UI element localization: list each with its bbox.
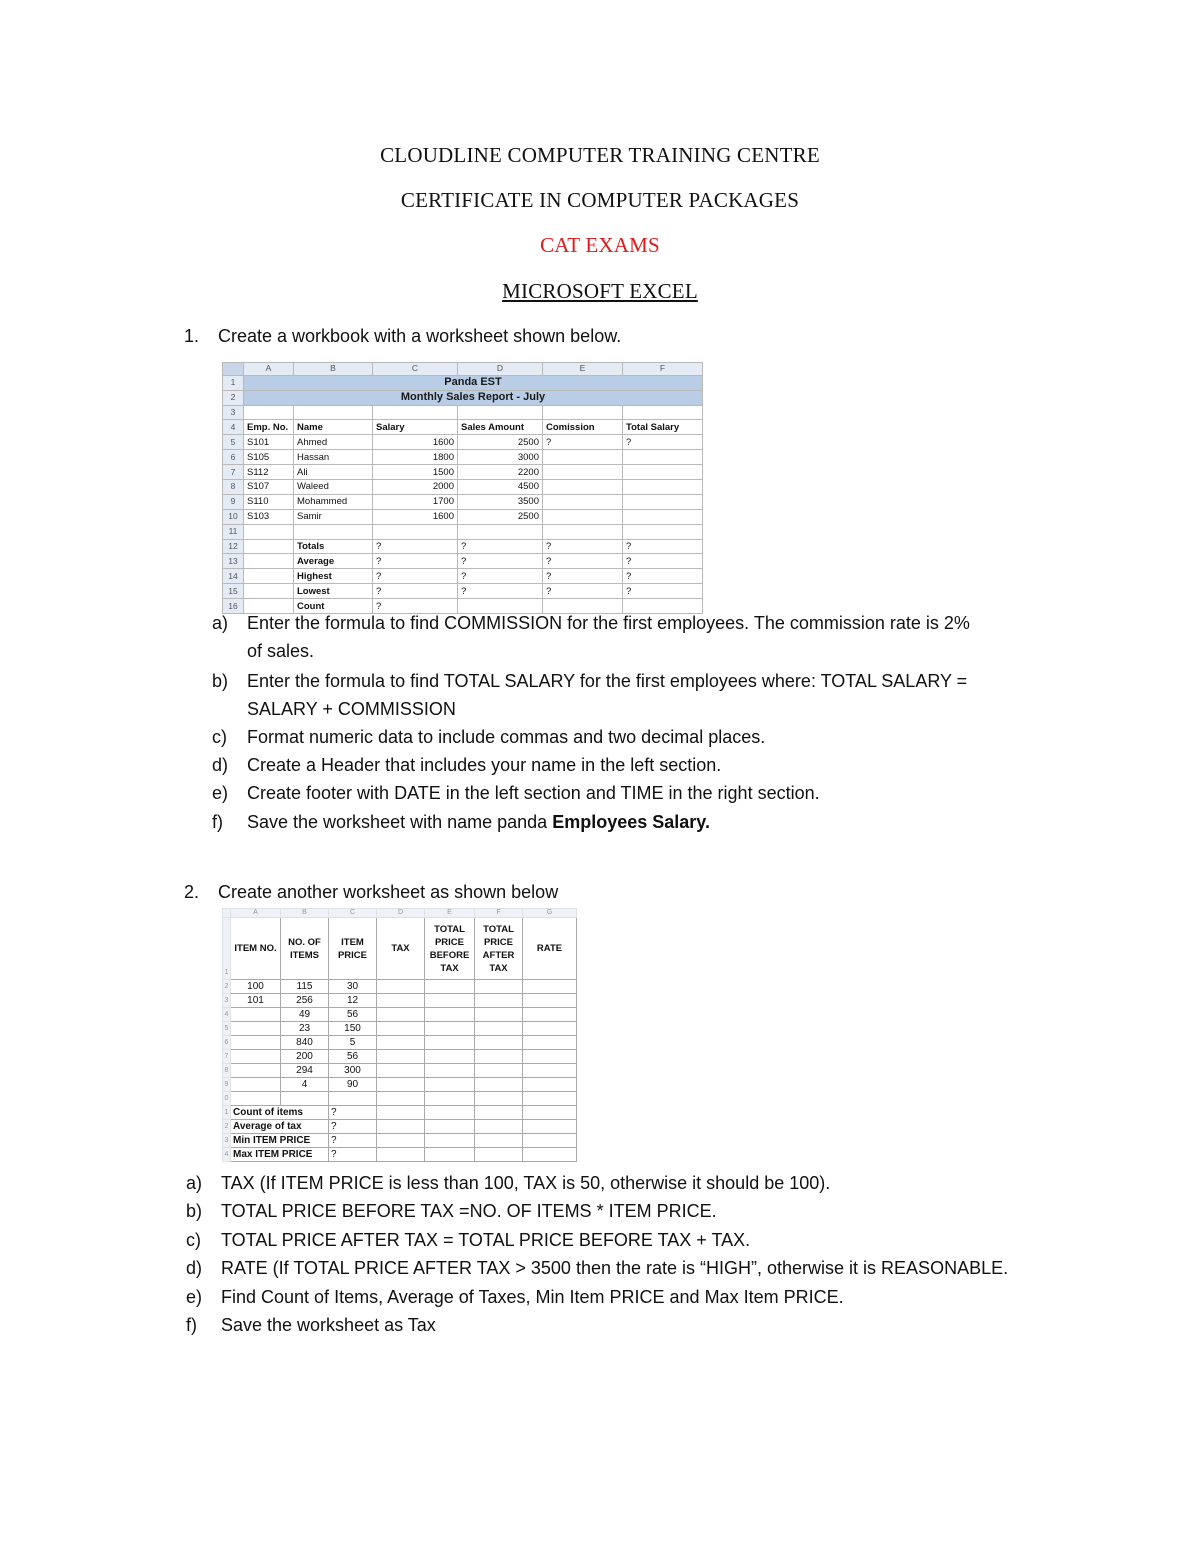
sub-question (186, 1283, 1060, 1311)
table-cell: ? (329, 1134, 377, 1148)
table-cell: ? (373, 539, 458, 554)
table-row (223, 509, 703, 524)
summary-label: Totals (294, 539, 373, 554)
row-header: 1 (223, 918, 231, 980)
table-cell (425, 994, 475, 1008)
table-cell: ? (329, 1106, 377, 1120)
table-cell: 1800 (373, 450, 458, 465)
table-cell: 3000 (458, 450, 543, 465)
table-cell: 101 (231, 994, 281, 1008)
table-cell: 12 (329, 994, 377, 1008)
summary-label: Max ITEM PRICE (231, 1148, 329, 1162)
table-cell (425, 1106, 475, 1120)
sub-question-label: f) (186, 1315, 197, 1335)
summary-row (223, 1106, 577, 1120)
table-cell: 2500 (458, 509, 543, 524)
sub-question (186, 1226, 1060, 1254)
table-cell (623, 450, 703, 465)
row-header: 2 (223, 980, 231, 994)
row-header: 2 (223, 390, 244, 405)
column-label: Total Salary (623, 420, 703, 435)
sub-question-text: Create a Header that includes your name in the left section. (247, 755, 722, 775)
row-header: 3 (223, 405, 244, 420)
table-cell (377, 1036, 425, 1050)
column-label: RATE (523, 918, 577, 980)
col-header: E (543, 363, 623, 376)
table-cell: ? (623, 435, 703, 450)
table-cell: 4500 (458, 479, 543, 494)
col-header: B (281, 909, 329, 918)
col-header: C (373, 363, 458, 376)
col-header: C (329, 909, 377, 918)
subject-title: MICROSOFT EXCEL (502, 279, 698, 303)
question-text: Create a workbook with a worksheet shown below. (218, 326, 622, 346)
table-cell (523, 1022, 577, 1036)
table-cell: 115 (281, 980, 329, 994)
summary-label: Count of items (231, 1106, 329, 1120)
table-cell: 2500 (458, 435, 543, 450)
table-cell: ? (623, 539, 703, 554)
table-cell (425, 1148, 475, 1162)
table-cell: S110 (244, 494, 294, 509)
sub-question-text: TAX (If ITEM PRICE is less than 100, TAX is 50, otherwise it should be 100). (221, 1173, 831, 1193)
table-cell: ? (329, 1120, 377, 1134)
sub-question-label: c) (212, 727, 227, 747)
table-cell (377, 980, 425, 994)
col-header: B (294, 363, 373, 376)
table-cell (425, 1050, 475, 1064)
table-cell (523, 1036, 577, 1050)
row-header: 0 (223, 1092, 231, 1106)
sub-question-label: d) (186, 1258, 203, 1278)
table-cell (543, 494, 623, 509)
table-cell: S105 (244, 450, 294, 465)
table-cell: ? (543, 539, 623, 554)
row-header: 4 (223, 1008, 231, 1022)
column-label: Salary (373, 420, 458, 435)
sub-question-text: Save the worksheet as Tax (221, 1315, 436, 1335)
table-cell (377, 1120, 425, 1134)
summary-label: Highest (294, 569, 373, 584)
table-cell (425, 1134, 475, 1148)
row-header: 1 (223, 375, 244, 390)
table-row (223, 1064, 577, 1078)
table-row (223, 435, 703, 450)
table-cell: S101 (244, 435, 294, 450)
table-cell (475, 1148, 523, 1162)
table-cell: 1500 (373, 465, 458, 480)
table-cell (425, 980, 475, 994)
table-cell: S103 (244, 509, 294, 524)
row-header: 5 (223, 435, 244, 450)
table-cell (377, 1106, 425, 1120)
table-cell: 3500 (458, 494, 543, 509)
sub-question (212, 723, 1060, 751)
table-cell: Samir (294, 509, 373, 524)
table-cell (377, 1022, 425, 1036)
table-cell: Waleed (294, 479, 373, 494)
institution-title: CLOUDLINE COMPUTER TRAINING CENTRE (380, 143, 820, 167)
table-cell (475, 1064, 523, 1078)
sub-question-text: Enter the formula to find TOTAL SALARY for the first employees where: TOTAL SALARY = (247, 671, 968, 691)
sub-question-text-continued: of sales. (247, 641, 315, 661)
exam-title: CAT EXAMS (540, 233, 660, 257)
row-header: 3 (223, 1134, 231, 1148)
table-cell (231, 1022, 281, 1036)
table-cell (475, 1078, 523, 1092)
sub-question-text: Enter the formula to find COMMISSION for the first employees. The commission rate is 2% (247, 613, 970, 633)
table-cell: 23 (281, 1022, 329, 1036)
table-row (223, 980, 577, 994)
table-cell (377, 1008, 425, 1022)
sub-question-text: Save the worksheet with name panda Employees Salary. (247, 812, 710, 832)
column-label: TOTAL PRICE BEFORE TAX (425, 918, 475, 980)
table-cell: 300 (329, 1064, 377, 1078)
table-cell (523, 1078, 577, 1092)
row-header: 8 (223, 479, 244, 494)
sub-question-text: RATE (If TOTAL PRICE AFTER TAX > 3500 then the rate is “HIGH”, otherwise it is REASONABLE. (221, 1258, 1009, 1278)
sub-question-text: Format numeric data to include commas and two decimal places. (247, 727, 766, 747)
sub-question-label: c) (186, 1230, 201, 1250)
sub-question-text: TOTAL PRICE AFTER TAX = TOTAL PRICE BEFORE TAX + TAX. (221, 1230, 751, 1250)
table-cell: ? (373, 599, 458, 614)
select-all-corner (223, 909, 231, 918)
summary-row (223, 1148, 577, 1162)
table-cell: ? (623, 584, 703, 599)
table-cell (475, 1050, 523, 1064)
sub-question-label: b) (212, 671, 229, 691)
row-header: 6 (223, 450, 244, 465)
sub-question-text: TOTAL PRICE BEFORE TAX =NO. OF ITEMS * ITEM PRICE. (221, 1201, 717, 1221)
table-cell: ? (458, 584, 543, 599)
table-cell: ? (373, 584, 458, 599)
row-header: 10 (223, 509, 244, 524)
sub-question-text: Find Count of Items, Average of Taxes, Min Item PRICE and Max Item PRICE. (221, 1287, 844, 1307)
table-cell: ? (543, 554, 623, 569)
table-cell: ? (543, 435, 623, 450)
col-header: A (244, 363, 294, 376)
table-cell: ? (458, 554, 543, 569)
table-cell: Hassan (294, 450, 373, 465)
column-label: TAX (377, 918, 425, 980)
table-cell: 1600 (373, 509, 458, 524)
col-header: F (623, 363, 703, 376)
summary-row (223, 1134, 577, 1148)
row-header: 9 (223, 1078, 231, 1092)
question-text: Create another worksheet as shown below (218, 882, 559, 902)
table-cell (231, 1050, 281, 1064)
table-cell (231, 1078, 281, 1092)
table-cell (231, 1008, 281, 1022)
summary-row (223, 584, 703, 599)
table-cell (425, 1064, 475, 1078)
table-cell: 5 (329, 1036, 377, 1050)
sub-question (186, 1254, 1060, 1282)
table-cell (425, 1022, 475, 1036)
table-cell: S107 (244, 479, 294, 494)
table-cell (377, 994, 425, 1008)
row-header: 16 (223, 599, 244, 614)
table-cell (231, 1036, 281, 1050)
row-header: 11 (223, 524, 244, 539)
table-row (223, 1022, 577, 1036)
question-number: 1. (184, 326, 200, 346)
table-cell: ? (373, 554, 458, 569)
table-cell: 294 (281, 1064, 329, 1078)
table-cell (475, 1120, 523, 1134)
column-label: Sales Amount (458, 420, 543, 435)
course-title: CERTIFICATE IN COMPUTER PACKAGES (400, 188, 800, 212)
sheet-title: Panda EST (244, 375, 703, 390)
sub-question (212, 751, 1060, 779)
summary-label: Min ITEM PRICE (231, 1134, 329, 1148)
table-cell: 4 (281, 1078, 329, 1092)
sub-question (212, 779, 1060, 807)
sub-question-label: e) (186, 1287, 203, 1307)
col-header: D (377, 909, 425, 918)
sub-question-text: Create footer with DATE in the left section and TIME in the right section. (247, 783, 820, 803)
col-header: E (425, 909, 475, 918)
row-header: 6 (223, 1036, 231, 1050)
table-cell (377, 1064, 425, 1078)
table-cell (543, 479, 623, 494)
sub-question (212, 609, 1060, 665)
table-cell: S112 (244, 465, 294, 480)
table-row (223, 479, 703, 494)
row-header: 9 (223, 494, 244, 509)
column-label: TOTAL PRICE AFTER TAX (475, 918, 523, 980)
column-label: Name (294, 420, 373, 435)
table-cell (377, 1148, 425, 1162)
sub-question (186, 1169, 1060, 1197)
table-cell (475, 1106, 523, 1120)
select-all-corner (223, 363, 244, 376)
sub-question-label: a) (212, 613, 229, 633)
table-cell: ? (623, 554, 703, 569)
table-cell (523, 1106, 577, 1120)
sub-question (186, 1311, 1060, 1339)
sub-question-label: d) (212, 755, 229, 775)
table-row (223, 1036, 577, 1050)
row-header: 7 (223, 1050, 231, 1064)
table-cell (475, 1022, 523, 1036)
table-cell: ? (373, 569, 458, 584)
row-header: 5 (223, 1022, 231, 1036)
table-cell: 2000 (373, 479, 458, 494)
row-header: 15 (223, 584, 244, 599)
row-header: 8 (223, 1064, 231, 1078)
row-header: 4 (223, 420, 244, 435)
table-cell (244, 584, 294, 599)
table-cell: 56 (329, 1050, 377, 1064)
table-cell: ? (623, 569, 703, 584)
table-cell: ? (543, 584, 623, 599)
summary-row (223, 539, 703, 554)
table-cell (543, 450, 623, 465)
table-cell (543, 465, 623, 480)
table-cell (377, 1134, 425, 1148)
table-cell: ? (329, 1148, 377, 1162)
row-header: 7 (223, 465, 244, 480)
table-cell (523, 994, 577, 1008)
summary-label: Average of tax (231, 1120, 329, 1134)
sub-question (212, 667, 1060, 723)
table-cell: 30 (329, 980, 377, 994)
sub-question-label: a) (186, 1173, 203, 1193)
row-header: 2 (223, 1120, 231, 1134)
table-cell (244, 539, 294, 554)
summary-label: Count (294, 599, 373, 614)
row-header: 14 (223, 569, 244, 584)
table-cell (623, 479, 703, 494)
table-cell: Ali (294, 465, 373, 480)
table-cell (523, 1064, 577, 1078)
table-cell (475, 1008, 523, 1022)
table-cell (244, 569, 294, 584)
column-label: ITEM NO. (231, 918, 281, 980)
row-header: 13 (223, 554, 244, 569)
table-cell: ? (458, 569, 543, 584)
table-row (223, 994, 577, 1008)
table-cell: 1600 (373, 435, 458, 450)
col-header: G (523, 909, 577, 918)
summary-label: Lowest (294, 584, 373, 599)
table-cell: 256 (281, 994, 329, 1008)
table-cell: 100 (231, 980, 281, 994)
row-header: 12 (223, 539, 244, 554)
table-cell (425, 1078, 475, 1092)
table-cell (377, 1078, 425, 1092)
column-label: ITEM PRICE (329, 918, 377, 980)
table-cell (523, 1134, 577, 1148)
table-cell (425, 1008, 475, 1022)
table-cell: 840 (281, 1036, 329, 1050)
sub-question-label: e) (212, 783, 229, 803)
table-cell: 56 (329, 1008, 377, 1022)
table-cell (425, 1120, 475, 1134)
col-header: A (231, 909, 281, 918)
question-number: 2. (184, 882, 200, 902)
table-cell (475, 994, 523, 1008)
summary-label: Average (294, 554, 373, 569)
table-cell (523, 1148, 577, 1162)
summary-row (223, 569, 703, 584)
column-label: NO. OF ITEMS (281, 918, 329, 980)
table-cell: Mohammed (294, 494, 373, 509)
table-cell (475, 980, 523, 994)
table-cell: 2200 (458, 465, 543, 480)
table-cell: 150 (329, 1022, 377, 1036)
sub-question-text-continued: SALARY + COMMISSION (247, 699, 456, 719)
col-header: D (458, 363, 543, 376)
table-cell (425, 1036, 475, 1050)
table-cell: Ahmed (294, 435, 373, 450)
table-cell (623, 494, 703, 509)
table-cell (475, 1134, 523, 1148)
table-cell: ? (543, 569, 623, 584)
sub-question (212, 808, 1060, 836)
table-cell (377, 1050, 425, 1064)
table-cell: ? (458, 539, 543, 554)
summary-row (223, 1120, 577, 1134)
table-cell (523, 1120, 577, 1134)
spreadsheet-sales-report (222, 362, 703, 614)
column-label: Comission (543, 420, 623, 435)
row-header: 1 (223, 1106, 231, 1120)
spreadsheet-tax (222, 908, 577, 1162)
table-cell (231, 1064, 281, 1078)
table-cell: 90 (329, 1078, 377, 1092)
row-header: 4 (223, 1148, 231, 1162)
row-header: 3 (223, 994, 231, 1008)
table-cell: 1700 (373, 494, 458, 509)
table-cell (523, 1050, 577, 1064)
table-cell (623, 465, 703, 480)
table-cell: 200 (281, 1050, 329, 1064)
table-cell (475, 1036, 523, 1050)
sub-question (186, 1197, 1060, 1225)
table-cell: 49 (281, 1008, 329, 1022)
table-row (223, 1008, 577, 1022)
sheet-subtitle: Monthly Sales Report - July (244, 390, 703, 405)
table-row (223, 450, 703, 465)
table-row (223, 1050, 577, 1064)
table-cell (244, 554, 294, 569)
table-row (223, 494, 703, 509)
sub-question-label: b) (186, 1201, 203, 1221)
col-header: F (475, 909, 523, 918)
table-row (223, 465, 703, 480)
summary-row (223, 554, 703, 569)
table-cell (623, 509, 703, 524)
table-row (223, 1078, 577, 1092)
sub-question-label: f) (212, 812, 223, 832)
file-name: Employees Salary. (552, 812, 710, 832)
table-cell (523, 980, 577, 994)
table-cell (523, 1008, 577, 1022)
table-cell (543, 509, 623, 524)
column-label: Emp. No. (244, 420, 294, 435)
